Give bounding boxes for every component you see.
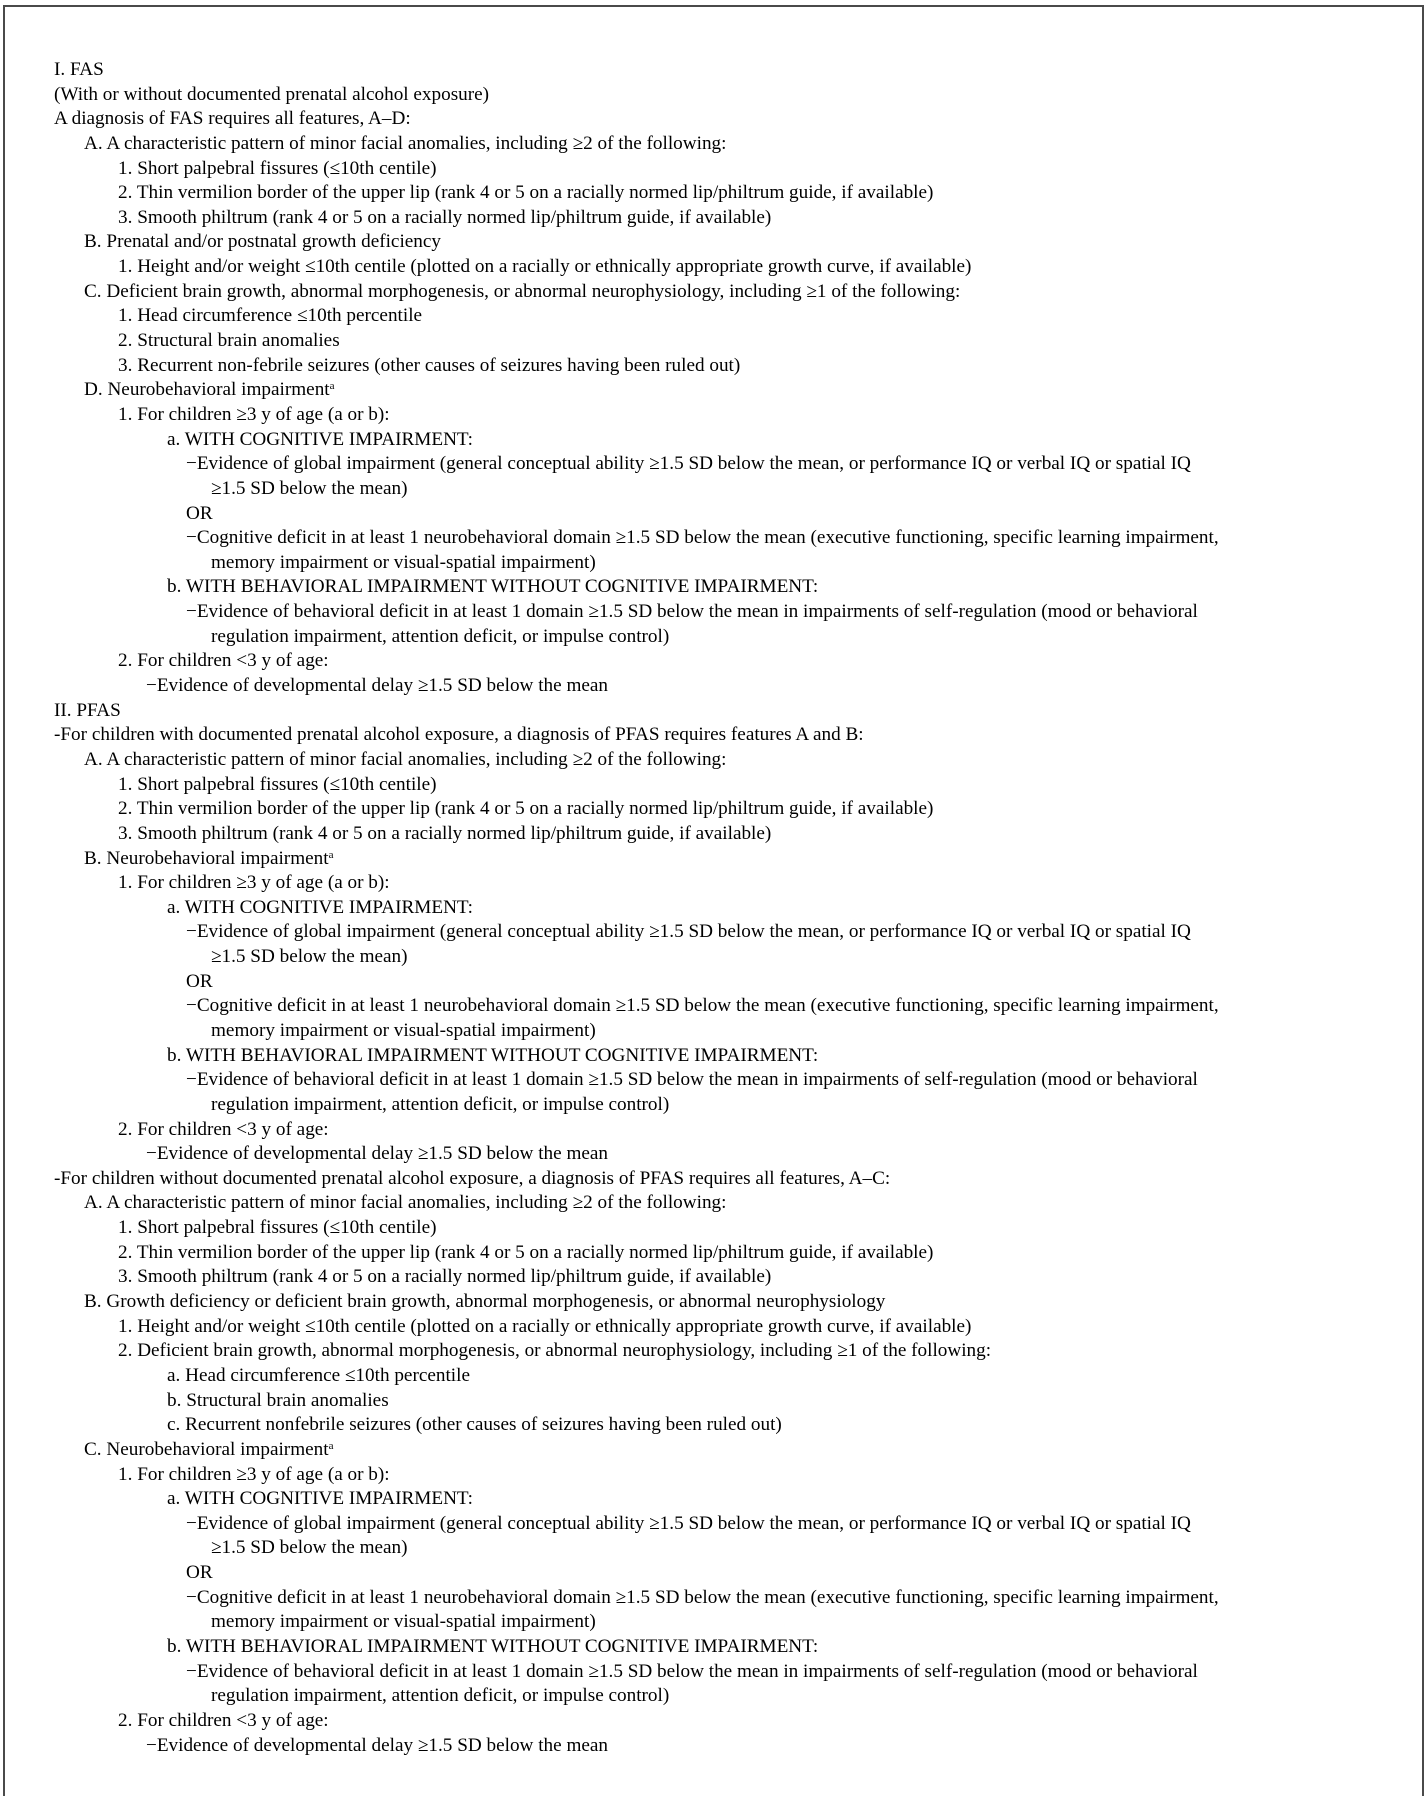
line-text: b. WITH BEHAVIORAL IMPAIRMENT WITHOUT COGNITIVE IMPAIRMENT: xyxy=(167,1044,819,1066)
line-text: a. WITH COGNITIVE IMPAIRMENT: xyxy=(167,896,474,918)
line-text: C. Neurobehavioral impairment xyxy=(84,1438,329,1460)
text-line xyxy=(0,822,1428,847)
line-text: OR xyxy=(186,970,213,992)
text-line xyxy=(0,1068,1428,1093)
text-line xyxy=(0,1044,1428,1069)
line-text: A diagnosis of FAS requires all features, A–D: xyxy=(54,108,411,130)
line-text: a. Head circumference ≤10th percentile xyxy=(167,1364,470,1386)
text-line xyxy=(0,773,1428,798)
text-line xyxy=(0,1265,1428,1290)
line-text: B. Prenatal and/or postnatal growth deficiency xyxy=(84,231,441,253)
line-text: II. PFAS xyxy=(54,699,121,721)
text-line xyxy=(0,58,1428,83)
text-line xyxy=(0,1191,1428,1216)
text-line xyxy=(0,945,1428,970)
text-line xyxy=(0,1118,1428,1143)
line-text: a. WITH COGNITIVE IMPAIRMENT: xyxy=(167,428,474,450)
line-text: −Evidence of behavioral deficit in at least 1 domain ≥1.5 SD below the mean in impairments of self-regulation (mood or behavioral xyxy=(186,1069,1198,1091)
text-line xyxy=(0,1389,1428,1414)
footnote-marker: a xyxy=(328,1439,334,1452)
text-line xyxy=(0,502,1428,527)
text-line xyxy=(0,1684,1428,1709)
text-line xyxy=(0,157,1428,182)
line-text: 2. For children <3 y of age: xyxy=(118,650,329,672)
text-line xyxy=(0,1463,1428,1488)
text-line xyxy=(0,1315,1428,1340)
line-text: ≥1.5 SD below the mean) xyxy=(211,1537,408,1559)
text-line xyxy=(0,403,1428,428)
line-text: −Cognitive deficit in at least 1 neurobehavioral domain ≥1.5 SD below the mean (executive functioning, specific learning impairment, xyxy=(186,995,1219,1017)
text-line xyxy=(0,255,1428,280)
line-text: 2. For children <3 y of age: xyxy=(118,1118,329,1140)
text-line xyxy=(0,674,1428,699)
text-line xyxy=(0,1561,1428,1586)
line-text: −Evidence of developmental delay ≥1.5 SD below the mean xyxy=(146,675,608,697)
text-line xyxy=(0,575,1428,600)
text-line xyxy=(0,1216,1428,1241)
line-text: b. WITH BEHAVIORAL IMPAIRMENT WITHOUT COGNITIVE IMPAIRMENT: xyxy=(167,576,819,598)
line-text: memory impairment or visual-spatial impairment) xyxy=(211,551,596,573)
line-text: 2. Thin vermilion border of the upper lip (rank 4 or 5 on a racially normed lip/philtrum guide, if available) xyxy=(118,1241,934,1263)
text-line xyxy=(0,329,1428,354)
line-text: a. WITH COGNITIVE IMPAIRMENT: xyxy=(167,1488,474,1510)
text-line xyxy=(0,1536,1428,1561)
text-line xyxy=(0,181,1428,206)
line-text: OR xyxy=(186,502,213,524)
line-text: 2. Thin vermilion border of the upper lip (rank 4 or 5 on a racially normed lip/philtrum guide, if available) xyxy=(118,798,934,820)
line-text: regulation impairment, attention deficit, or impulse control) xyxy=(211,1685,670,1707)
text-line xyxy=(0,994,1428,1019)
line-text: 3. Smooth philtrum (rank 4 or 5 on a racially normed lip/philtrum guide, if available) xyxy=(118,1266,772,1288)
text-line xyxy=(0,280,1428,305)
text-line xyxy=(0,1635,1428,1660)
line-text: 1. For children ≥3 y of age (a or b): xyxy=(118,1463,390,1485)
text-line xyxy=(0,132,1428,157)
text-line xyxy=(0,1339,1428,1364)
text-line xyxy=(0,1413,1428,1438)
text-line xyxy=(0,1364,1428,1389)
line-text: B. Neurobehavioral impairment xyxy=(84,847,329,869)
line-text: 2. Deficient brain growth, abnormal morphogenesis, or abnormal neurophysiology, including ≥1 of the following: xyxy=(118,1340,992,1362)
text-line xyxy=(0,748,1428,773)
line-text: b. WITH BEHAVIORAL IMPAIRMENT WITHOUT COGNITIVE IMPAIRMENT: xyxy=(167,1636,819,1657)
text-line xyxy=(0,83,1428,108)
text-line xyxy=(0,920,1428,945)
line-text: regulation impairment, attention deficit, or impulse control) xyxy=(211,1093,670,1115)
text-line xyxy=(0,847,1428,872)
line-text: regulation impairment, attention deficit, or impulse control) xyxy=(211,625,670,647)
text-line xyxy=(0,1167,1428,1192)
line-text: 1. Head circumference ≤10th percentile xyxy=(118,305,423,327)
line-text: OR xyxy=(186,1562,213,1584)
line-text: A. A characteristic pattern of minor facial anomalies, including ≥2 of the following: xyxy=(84,748,727,770)
line-text: -For children without documented prenatal alcohol exposure, a diagnosis of PFAS requires all features, A–C: xyxy=(54,1167,891,1189)
line-text: b. Structural brain anomalies xyxy=(167,1389,389,1411)
line-text: ≥1.5 SD below the mean) xyxy=(211,946,408,968)
text-line xyxy=(0,107,1428,132)
line-text: I. FAS xyxy=(54,59,104,80)
text-line xyxy=(0,1709,1428,1734)
footnote-marker: a xyxy=(328,848,334,861)
line-text: 1. Short palpebral fissures (≤10th centile) xyxy=(118,157,437,179)
line-text: −Evidence of developmental delay ≥1.5 SD below the mean xyxy=(146,1734,608,1756)
text-line xyxy=(0,452,1428,477)
line-text: ≥1.5 SD below the mean) xyxy=(211,477,408,499)
line-text: D. Neurobehavioral impairment xyxy=(84,379,330,401)
text-line xyxy=(0,428,1428,453)
text-line xyxy=(0,1660,1428,1685)
text-line xyxy=(0,551,1428,576)
text-line xyxy=(0,354,1428,379)
line-text: 2. Thin vermilion border of the upper lip (rank 4 or 5 on a racially normed lip/philtrum guide, if available) xyxy=(118,182,934,204)
line-text: A. A characteristic pattern of minor facial anomalies, including ≥2 of the following: xyxy=(84,1192,727,1214)
line-text: (With or without documented prenatal alcohol exposure) xyxy=(54,83,490,105)
text-line xyxy=(0,526,1428,551)
text-line xyxy=(0,477,1428,502)
line-text: 3. Smooth philtrum (rank 4 or 5 on a racially normed lip/philtrum guide, if available) xyxy=(118,206,772,228)
text-line xyxy=(0,797,1428,822)
diagnostic-criteria-document xyxy=(0,58,1428,1758)
line-text: −Evidence of global impairment (general conceptual ability ≥1.5 SD below the mean, or performance IQ or verbal IQ or spatial IQ xyxy=(186,921,1191,943)
line-text: −Cognitive deficit in at least 1 neurobehavioral domain ≥1.5 SD below the mean (executive functioning, specific learning impairment, xyxy=(186,527,1219,549)
line-text: −Evidence of developmental delay ≥1.5 SD below the mean xyxy=(146,1143,608,1165)
text-line xyxy=(0,1241,1428,1266)
text-line xyxy=(0,1512,1428,1537)
text-line xyxy=(0,699,1428,724)
line-text: 2. For children <3 y of age: xyxy=(118,1709,329,1731)
line-text: 1. Short palpebral fissures (≤10th centile) xyxy=(118,773,437,795)
line-text: −Cognitive deficit in at least 1 neurobehavioral domain ≥1.5 SD below the mean (executive functioning, specific learning impairment, xyxy=(186,1586,1219,1608)
line-text: 1. Height and/or weight ≤10th centile (plotted on a racially or ethnically appropriate growth curve, if available) xyxy=(118,1315,972,1337)
line-text: 1. Height and/or weight ≤10th centile (plotted on a racially or ethnically appropriate growth curve, if available) xyxy=(118,256,972,278)
line-text: C. Deficient brain growth, abnormal morphogenesis, or abnormal neurophysiology, including ≥1 of the following: xyxy=(84,280,961,302)
line-text: 3. Smooth philtrum (rank 4 or 5 on a racially normed lip/philtrum guide, if available) xyxy=(118,822,772,844)
line-text: −Evidence of behavioral deficit in at least 1 domain ≥1.5 SD below the mean in impairments of self-regulation (mood or behavioral xyxy=(186,601,1198,623)
line-text: −Evidence of global impairment (general conceptual ability ≥1.5 SD below the mean, or performance IQ or verbal IQ or spatial IQ xyxy=(186,1512,1191,1534)
text-line xyxy=(0,230,1428,255)
text-line xyxy=(0,378,1428,403)
text-line xyxy=(0,206,1428,231)
line-text: A. A characteristic pattern of minor facial anomalies, including ≥2 of the following: xyxy=(84,132,727,154)
line-text: −Evidence of global impairment (general conceptual ability ≥1.5 SD below the mean, or performance IQ or verbal IQ or spatial IQ xyxy=(186,453,1191,475)
text-line xyxy=(0,1290,1428,1315)
line-text: 3. Recurrent non-febrile seizures (other causes of seizures having been ruled out) xyxy=(118,354,741,376)
line-text: memory impairment or visual-spatial impairment) xyxy=(211,1019,596,1041)
text-line xyxy=(0,871,1428,896)
line-text: 2. Structural brain anomalies xyxy=(118,330,340,352)
line-text: −Evidence of behavioral deficit in at least 1 domain ≥1.5 SD below the mean in impairments of self-regulation (mood or behavioral xyxy=(186,1660,1198,1682)
line-text: -For children with documented prenatal alcohol exposure, a diagnosis of PFAS requires features A and B: xyxy=(54,724,864,746)
text-line xyxy=(0,304,1428,329)
line-text: B. Growth deficiency or deficient brain growth, abnormal morphogenesis, or abnormal neurophysiology xyxy=(84,1291,886,1313)
text-line xyxy=(0,600,1428,625)
text-line xyxy=(0,1093,1428,1118)
footnote-marker: a xyxy=(329,380,335,393)
text-line xyxy=(0,1734,1428,1759)
line-text: 1. For children ≥3 y of age (a or b): xyxy=(118,403,390,425)
text-line xyxy=(0,1019,1428,1044)
text-line xyxy=(0,1438,1428,1463)
text-line xyxy=(0,1142,1428,1167)
text-line xyxy=(0,625,1428,650)
line-text: 1. Short palpebral fissures (≤10th centile) xyxy=(118,1217,437,1239)
text-line xyxy=(0,649,1428,674)
text-line xyxy=(0,970,1428,995)
line-text: memory impairment or visual-spatial impairment) xyxy=(211,1611,596,1633)
text-line xyxy=(0,1487,1428,1512)
text-line xyxy=(0,723,1428,748)
text-line xyxy=(0,896,1428,921)
text-line xyxy=(0,1586,1428,1611)
line-text: c. Recurrent nonfebrile seizures (other causes of seizures having been ruled out) xyxy=(167,1414,782,1436)
text-line xyxy=(0,1610,1428,1635)
line-text: 1. For children ≥3 y of age (a or b): xyxy=(118,872,390,894)
